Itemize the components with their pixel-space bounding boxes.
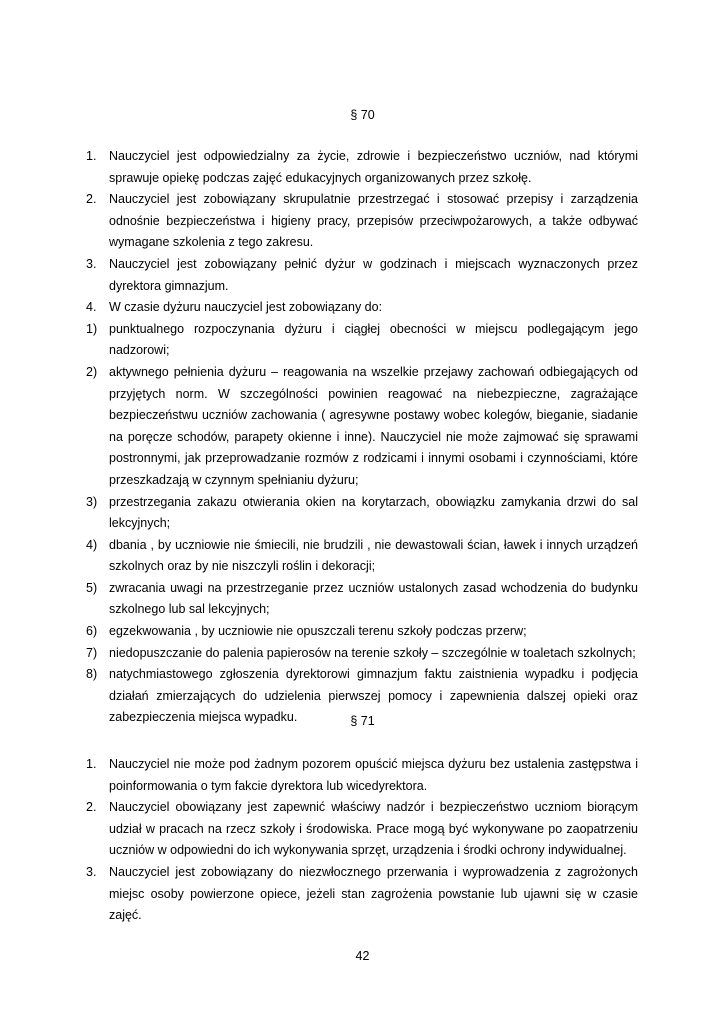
list-item bbox=[86, 862, 638, 927]
list-item bbox=[86, 146, 638, 189]
list-marker: 3) bbox=[86, 494, 98, 509]
list-item-text: Nauczyciel jest zobowiązany pełnić dyżur w godzinach i miejscach wyznaczonych przez dyrektora gimnazjum. bbox=[109, 256, 638, 293]
page-number: 42 bbox=[355, 949, 370, 963]
list-marker: 1. bbox=[86, 757, 97, 771]
list-marker: 1) bbox=[86, 321, 98, 336]
section-71-list bbox=[86, 754, 638, 927]
list-item-text: Nauczyciel obowiązany jest zapewnić właściwy nadzór i bezpieczeństwo uczniom biorącym udział w pracach na rzecz szkoły i środowiska. Prace mogą być wykonywane po zaopatrzeniu uczniów w odpowiedni do ich wykonywania sprzęt, urządzenia i środki ochrony indywidualnej. bbox=[109, 800, 638, 858]
list-marker: 8) bbox=[86, 667, 98, 682]
list-marker: 3. bbox=[86, 864, 97, 879]
list-item bbox=[86, 578, 638, 621]
list-item-text: Nauczyciel nie może pod żadnym pozorem opuścić miejsca dyżuru bez ustalenia zastępstwa i poinformowania o tym fakcie dyrektora lub wicedyrektora. bbox=[109, 757, 638, 793]
list-marker: 1. bbox=[86, 149, 97, 163]
list-item-text: egzekwowania , by uczniowie nie opuszczali terenu szkoły podczas przerw; bbox=[109, 624, 527, 639]
list-item-text: aktywnego pełnienia dyżuru – reagowania na wszelkie przejawy zachowań odbiegających od przyjętych norm. W szczególności powinien reagować na niebezpieczne, zagrażające bezpieczeństwu uczniów zachowania ( agresywne postawy wobec kolegów, bieganie, siadanie na poręcze schodów, parapety okienne i inne). Nauczyciel nie może zajmować się sprawami postronnymi, jak przeprowadzanie rozmów z rodzicami i innymi osobami i czynnościami, które przeszkadzają w czynnym spełnianiu dyżuru; bbox=[109, 364, 638, 487]
list-item-text: zwracania uwagi na przestrzeganie przez uczniów ustalonych zasad wchodzenia do budynku szkolnego lub sal lekcyjnych; bbox=[109, 580, 638, 617]
list-item bbox=[86, 621, 638, 643]
list-marker: 6) bbox=[86, 624, 98, 639]
list-item bbox=[86, 797, 638, 862]
list-item-text: Nauczyciel jest zobowiązany do niezwłocznego przerwania i wyprowadzenia z zagrożonych miejsc osoby powierzone opiece, jeżeli stan zagrożenia powstanie lub ujawni się w czasie zajęć. bbox=[109, 864, 638, 923]
list-item-text: Nauczyciel jest zobowiązany skrupulatnie przestrzegać i stosować przepisy i zarządzenia odnośnie bezpieczeństwa i higieny pracy, przepisów przeciwpożarowych, a także odbywać wymagane szkolenia z tego zakresu. bbox=[109, 192, 638, 250]
section-70-list bbox=[86, 146, 638, 729]
list-marker: 2. bbox=[86, 192, 97, 207]
list-item bbox=[86, 254, 638, 297]
list-marker: 3. bbox=[86, 256, 97, 271]
list-item bbox=[86, 754, 638, 797]
list-marker: 2) bbox=[86, 364, 98, 379]
list-item bbox=[86, 297, 638, 319]
list-item-text: punktualnego rozpoczynania dyżuru i ciągłej obecności w miejscu podlegającym jego nadzorowi; bbox=[109, 321, 638, 358]
list-item bbox=[86, 535, 638, 578]
list-marker: 4) bbox=[86, 537, 98, 552]
list-item-text: natychmiastowego zgłoszenia dyrektorowi gimnazjum faktu zaistnienia wypadku i podjęcia działań zmierzających do udzielenia pierwszej pomocy i zapewnienia dalszej opieki oraz zabezpieczenia miejsca wypadku. bbox=[109, 667, 638, 725]
list-item bbox=[86, 189, 638, 254]
list-marker: 7) bbox=[86, 645, 98, 660]
list-item-text: dbania , by uczniowie nie śmiecili, nie brudzili , nie dewastowali ścian, ławek i innych urządzeń szkolnych oraz by nie niszczyli roślin i dekoracji; bbox=[109, 537, 638, 574]
list-item bbox=[86, 643, 638, 665]
list-item-text: Nauczyciel jest odpowiedzialny za życie, zdrowie i bezpieczeństwo uczniów, nad którymi sprawuje opiekę podczas zajęć edukacyjnych organizowanych przez szkołę. bbox=[109, 149, 638, 185]
list-item-text: niedopuszczanie do palenia papierosów na terenie szkoły – szczególnie w toaletach szkolnych; bbox=[109, 645, 636, 660]
list-item bbox=[86, 492, 638, 535]
section-70-title: § 70 bbox=[350, 108, 375, 122]
list-item-text: W czasie dyżuru nauczyciel jest zobowiązany do: bbox=[109, 300, 383, 315]
list-marker: 2. bbox=[86, 800, 97, 815]
list-marker: 4. bbox=[86, 300, 97, 315]
section-71-title: § 71 bbox=[350, 714, 375, 728]
list-item bbox=[86, 362, 638, 492]
list-marker: 5) bbox=[86, 580, 98, 595]
list-item bbox=[86, 319, 638, 362]
list-item-text: przestrzegania zakazu otwierania okien na korytarzach, obowiązku zamykania drzwi do sal lekcyjnych; bbox=[109, 494, 638, 531]
